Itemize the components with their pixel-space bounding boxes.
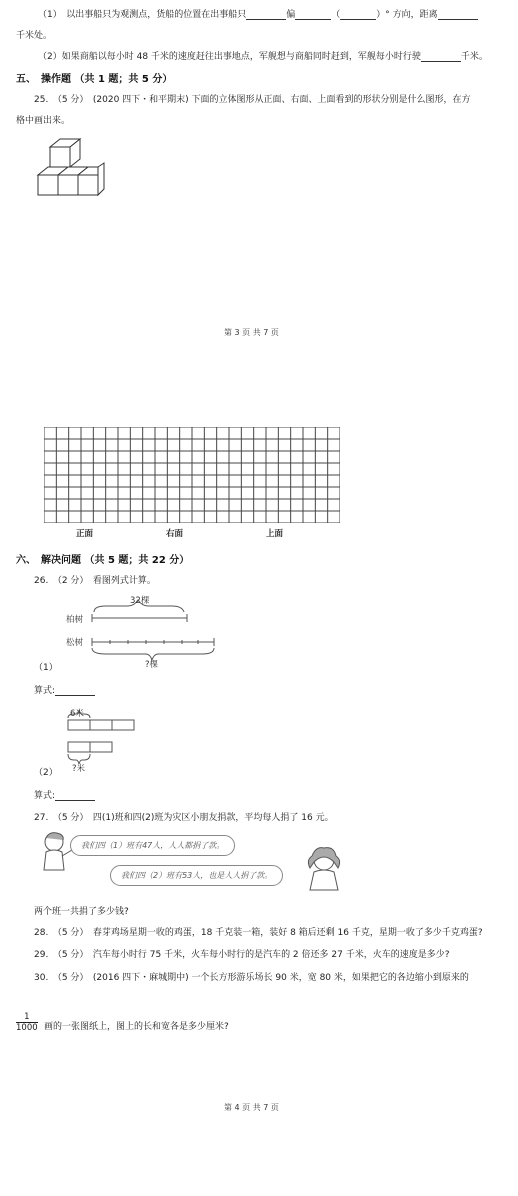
q26-formula2 xyxy=(34,788,95,801)
boy-illustration xyxy=(38,830,74,874)
page-footer-3: 第 3 页 共 7 页 xyxy=(224,328,279,337)
q25-line1: 25. （5 分） (2020 四下・和平期末) 下面的立体图形从正面、右面、上面看到的形状分别是什么图形，在方 xyxy=(34,95,471,105)
q24-part1-text-b: 偏 xyxy=(286,10,296,20)
fraction-one-thousandth xyxy=(16,1012,38,1033)
q29-text: 29. （5 分） 汽车每小时行 75 千米，火车每小时行的是汽车的 2 倍还多 27 千米，火车的速度是多少? xyxy=(34,950,450,960)
section6-heading: 六、 解决问题 （共 5 题；共 22 分） xyxy=(16,555,190,566)
q24-part1-text-c: （ xyxy=(331,10,341,20)
cube-figure xyxy=(36,133,106,205)
answer-blank[interactable] xyxy=(340,10,376,20)
page-footer-4: 第 4 页 共 7 页 xyxy=(224,1103,279,1112)
q26-part1-label: （1） xyxy=(34,663,58,673)
q26-part2-label: （2） xyxy=(34,768,58,778)
formula1-label: 算式: xyxy=(34,686,56,696)
diagram2-top-label: 6米 xyxy=(70,709,84,719)
q24-part2-text-b: 千米。 xyxy=(460,52,488,62)
grid-label-top: 上面 xyxy=(266,529,284,539)
section5-heading: 五、 操作题 （共 1 题；共 5 分） xyxy=(16,74,173,85)
answer-blank[interactable] xyxy=(438,10,478,20)
q28-text: 28. （5 分） 春芽鸡场星期一收的鸡蛋，18 千克装一箱，装好 8 箱后还剩 16 千克，星期一收了多少千克鸡蛋? xyxy=(34,928,483,938)
q26-text: 26. （2 分） 看图列式计算。 xyxy=(34,576,156,586)
q24-part2-text-a: （2）如果商船以每小时 48 千米的速度赶往出事地点，军舰想与商船同时赶到，军舰每小时行驶 xyxy=(38,52,421,62)
drawing-grid[interactable] xyxy=(44,427,340,523)
answer-blank[interactable] xyxy=(421,52,461,62)
q24-part1-line2: 千米处。 xyxy=(16,31,53,41)
girl-illustration xyxy=(302,846,346,894)
fraction-denominator: 1000 xyxy=(16,1023,38,1033)
diagram1-row1-label: 柏树 xyxy=(66,615,84,625)
diagram1-row2-label: 松树 xyxy=(66,638,84,648)
fraction-numerator: 1 xyxy=(16,1012,38,1023)
speech-bubble-class1: 我们四（1）班有47人，人人都捐了款。 xyxy=(70,835,235,856)
q30-line2: 画的一张图纸上，图上的长和宽各是多少厘米? xyxy=(44,1022,229,1032)
answer-blank[interactable] xyxy=(55,686,95,696)
formula2-label: 算式: xyxy=(34,791,56,801)
q24-part1-line xyxy=(38,7,478,20)
q24-part1-text-d: ）° 方向，距离 xyxy=(376,10,438,20)
q25-line2: 格中画出来。 xyxy=(16,116,71,126)
diagram1-top-label: 32棵 xyxy=(130,596,150,606)
answer-blank[interactable] xyxy=(246,10,286,20)
q26-formula1 xyxy=(34,683,95,696)
q24-part2-line xyxy=(38,49,488,62)
q27-ask: 两个班一共捐了多少钱? xyxy=(34,907,129,917)
answer-blank[interactable] xyxy=(295,10,331,20)
grid-label-right: 右面 xyxy=(166,529,184,539)
diagram1-bottom-label: ?棵 xyxy=(145,660,159,670)
q30-line1: 30. （5 分） (2016 四下・麻城期中) 一个长方形游乐场长 90 米，宽 80 米，如果把它的各边缩小到原来的 xyxy=(34,973,469,983)
answer-blank[interactable] xyxy=(55,791,95,801)
speech-bubble-class2: 我们四（2）班有53人，也是人人捐了款。 xyxy=(110,865,283,886)
q24-part1-text-a: （1） 以出事船只为观测点，货船的位置在出事船只 xyxy=(38,10,247,20)
grid-label-front: 正面 xyxy=(76,529,94,539)
diagram2-bottom-label: ?米 xyxy=(72,764,86,774)
q27-text: 27. （5 分） 四(1)班和四(2)班为灾区小朋友捐款，平均每人捐了 16 元。 xyxy=(34,813,334,823)
